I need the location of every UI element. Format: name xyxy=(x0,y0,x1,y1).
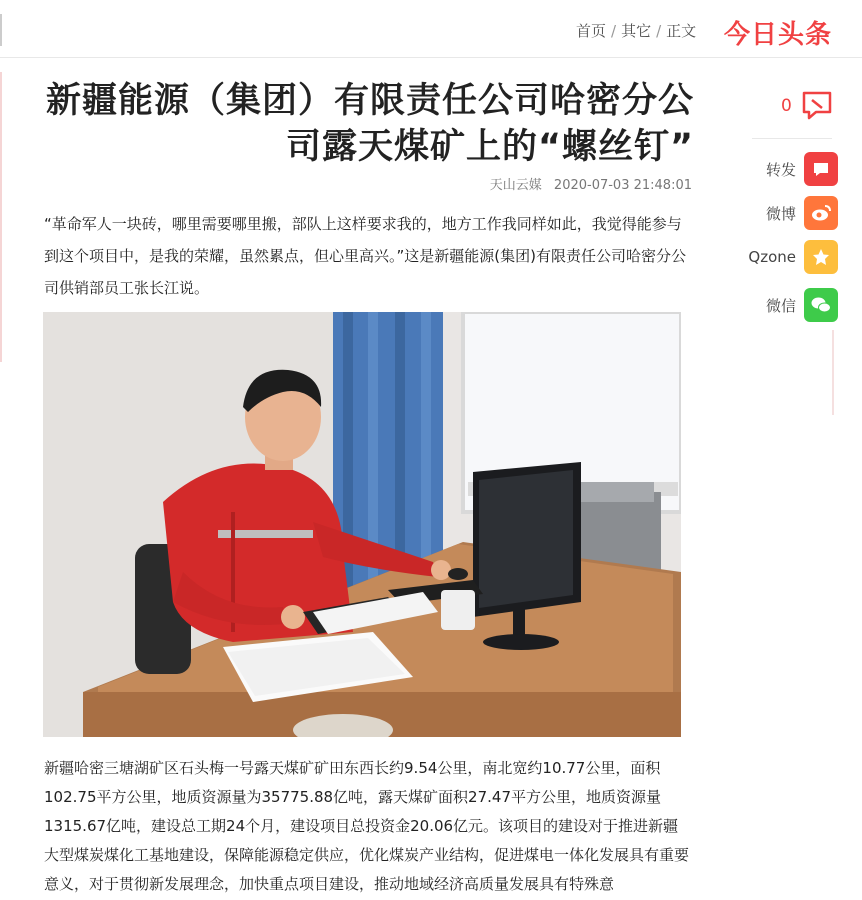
share-wechat-label: 微信 xyxy=(765,296,796,315)
article-paragraph-2: 新疆哈密三塘湖矿区石头梅一号露天煤矿矿田东西长约9.54公里，南北宽约10.77公里，面积102.75平方公里，地质资源量为35775.88亿吨，露天煤矿面积27.47平方公里，地质资源量1315.67亿吨，建设总工期24个月，建设项目总投资金20.06亿元。该项目的建设对于推进新疆大型煤炭煤化工基地建设，保障能源稳定供应，优化煤炭产业结构，促进煤电一体化发展具有重要意义，对于贯彻新发展理念，加快重点项目建设，推动地域经济高质量发展具有特殊意 xyxy=(44,759,690,893)
share-qzone-label: Qzone xyxy=(748,248,796,266)
breadcrumb-home[interactable]: 首页 xyxy=(576,22,607,40)
breadcrumb xyxy=(576,20,696,41)
wechat-icon xyxy=(804,288,838,322)
article-source[interactable]: 天山云媒 xyxy=(489,178,542,193)
article-title: 新疆能源（集团）有限责任公司哈密分公司露天煤矿上的“螺丝钉” xyxy=(45,81,694,167)
share-forward[interactable] xyxy=(736,152,838,186)
breadcrumb-separator: / xyxy=(611,22,617,40)
comment-icon[interactable] xyxy=(800,88,834,122)
top-header xyxy=(0,0,862,58)
toutiao-logo[interactable]: 今日头条 xyxy=(724,20,833,50)
share-weibo[interactable] xyxy=(736,196,838,230)
share-forward-label: 转发 xyxy=(765,160,796,179)
article-meta xyxy=(400,174,692,193)
office-photo-illustration xyxy=(43,312,681,737)
share-weibo-label: 微博 xyxy=(765,204,796,223)
article-photo xyxy=(43,312,681,737)
breadcrumb-current: 正文 xyxy=(666,22,697,40)
header-edge-mark xyxy=(0,14,2,46)
left-accent-line xyxy=(0,72,2,362)
article-datetime: 2020-07-03 21:48:01 xyxy=(553,178,692,193)
breadcrumb-separator: / xyxy=(656,22,662,40)
article-paragraph-1: “革命军人一块砖，哪里需要哪里搬，部队上这样要求我的，地方工作我同样如此，我觉得能参与到这个项目中，是我的荣耀，虽然累点，但心里高兴。”这是新疆能源(集团)有限责任公司哈密分公司供销部员工张长江说。 xyxy=(44,215,686,297)
share-qzone[interactable] xyxy=(736,240,838,274)
sidebar-accent-line xyxy=(832,330,834,415)
breadcrumb-other[interactable]: 其它 xyxy=(621,22,652,40)
qzone-icon xyxy=(804,240,838,274)
weibo-icon xyxy=(804,196,838,230)
comment-count: 0 xyxy=(781,96,792,116)
share-wechat[interactable] xyxy=(736,288,838,322)
sidebar-divider xyxy=(752,138,832,139)
forward-icon xyxy=(804,152,838,186)
